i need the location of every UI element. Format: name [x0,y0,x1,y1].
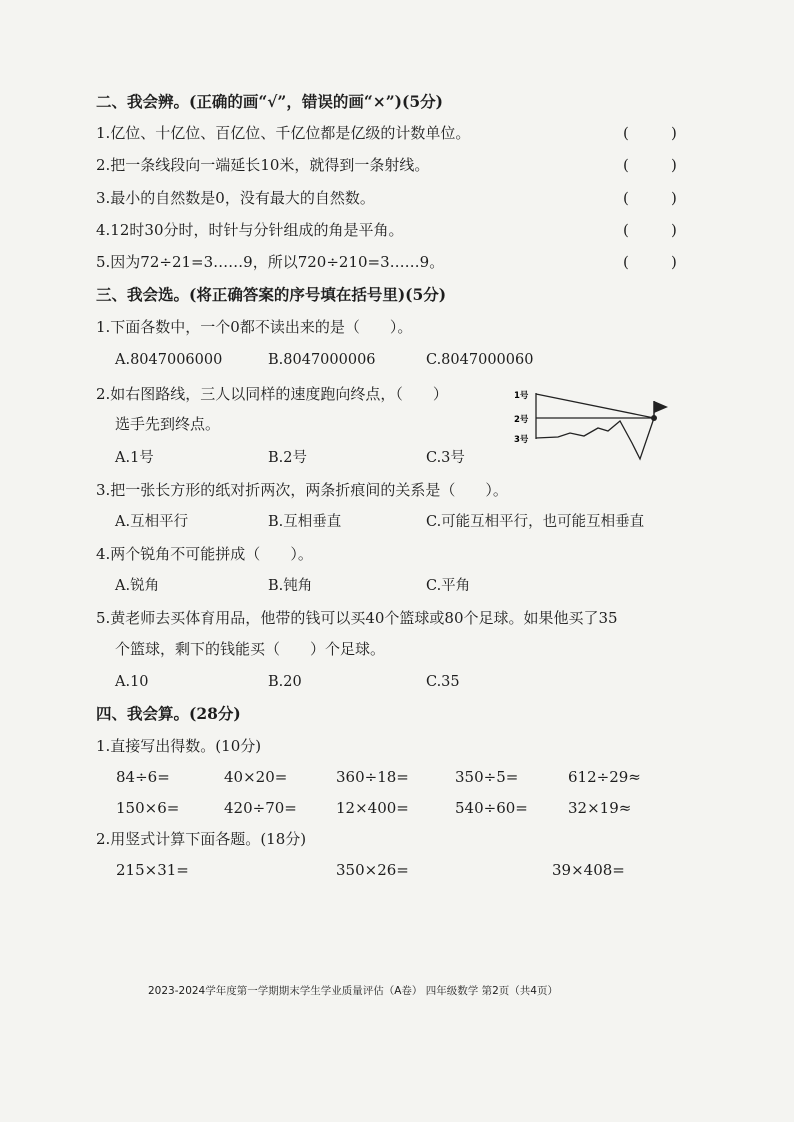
q1-option-b: B.8047000006 [268,352,376,368]
q5-option-a: A.10 [115,674,149,690]
calc-r1-c2: 40×20= [224,768,288,786]
judge-item-2: 2.把一条线段向一端延长10米，就得到一条射线。 [96,156,430,174]
q3-option-b: B.互相垂直 [268,514,342,530]
judge-item-4: 4.12时30分时，时针与分针组成的角是平角。 [96,221,404,239]
choice-q5-line1: 5.黄老师去买体育用品，他带的钱可以买40个篮球或80个足球。如果他买了35 [96,609,618,627]
q5-option-c: C.35 [426,674,460,690]
q2-option-c: C.3号 [426,450,465,466]
q4-option-c: C.平角 [426,578,471,594]
section4-sub1: 1.直接写出得数。(10分) [96,737,262,755]
exam-page: 二、我会辨。(正确的画“√”，错误的画“×”)(5分) 1.亿位、十亿位、百亿位、千亿位都是亿级的计数单位。 ( ) 2.把一条线段向一端延长10米，就得到一条射线。 ( ) 3.最小的自然数是0，没有最大的自然数。 ( ) 4.12时30分时，时针与分针组成的角是平角。 ( ) 5.因为72÷21=3……9，所以720÷210=3……9。 ( ) 三、我会选。(将正确答案的序号填在括号里)(5分) 1.下面各数中，一个0都不读出来的是（ ）。 A.8047006000 B.8047000006 C.8047000060 2.如右图路线，三人以同样的速度跑向终点，（ ） 选手先到终点。 A.1号 B.2号 C.3号 1号 2号 3号 3.把一张长方形的纸对折两次，两条折痕间的关系是（ ）。 A.互相平行 B.互相垂直 C.可能互相平行，也可能互相垂直 4.两个锐角不可能拼成（ ）。 A.锐角 B.钝角 C.平角 5.黄老师去买体育用品，他带的钱可以买40个篮球或80个足球。如果他买了35 个篮球，剩下的钱能买（ ）个足球。 A.10 B.20 C.35 四、我会算。(28分) 1.直接写出得数。(10分) 84÷6= 40×20= 360÷18= 350÷5= 612÷29≈ 150×6= 420÷70= 12×400= 540÷60= 32×19≈ 2.用竖式计算下面各题。(18分) 215×31= 350×26= 39×408= 2023-2024学年度第一学期期末学生学业质量评估（A卷） 四年级数学 第2页（共4页） [96,92,677,997]
flag-icon [654,401,668,413]
route-label-3: 3号 [514,435,529,445]
section3-title: 三、我会选。(将正确答案的序号填在括号里)(5分) [96,285,447,304]
calc-r1-c5: 612÷29≈ [568,768,641,786]
vertical-calc-1: 215×31= [116,861,189,879]
section2-title: 二、我会辨。(正确的画“√”，错误的画“×”)(5分) [96,92,443,111]
choice-q1: 1.下面各数中，一个0都不读出来的是（ ）。 [96,318,413,336]
calc-r2-c3: 12×400= [336,799,409,817]
calc-r1-c3: 360÷18= [336,768,409,786]
route-label-2: 2号 [514,415,529,425]
calc-r2-c5: 32×19≈ [568,799,632,817]
page-footer: 2023-2024学年度第一学期期末学生学业质量评估（A卷） 四年级数学 第2页（共4页） [148,985,558,997]
q1-option-c: C.8047000060 [426,352,534,368]
q1-option-a: A.8047006000 [115,352,223,368]
vertical-calc-3: 39×408= [552,861,625,879]
choice-q2-line1: 2.如右图路线，三人以同样的速度跑向终点，（ ） [96,385,448,403]
choice-q3: 3.把一张长方形的纸对折两次，两条折痕间的关系是（ ）。 [96,481,508,499]
q4-option-b: B.钝角 [268,578,313,594]
q2-option-a: A.1号 [115,450,154,466]
q3-option-a: A.互相平行 [115,514,189,530]
calc-r2-c1: 150×6= [116,799,180,817]
vertical-calc-2: 350×26= [336,861,409,879]
route-label-1: 1号 [514,391,529,401]
q2-option-b: B.2号 [268,450,307,466]
q3-option-c: C.可能互相平行，也可能互相垂直 [426,514,645,530]
calc-r1-c4: 350÷5= [455,768,519,786]
section4-sub2: 2.用竖式计算下面各题。(18分) [96,830,307,848]
choice-q2-line2: 选手先到终点。 [115,415,221,433]
judge-item-5: 5.因为72÷21=3……9，所以720÷210=3……9。 [96,253,445,271]
judge-item-3: 3.最小的自然数是0，没有最大的自然数。 [96,189,375,207]
route-figure [508,381,678,470]
judge-item-1: 1.亿位、十亿位、百亿位、千亿位都是亿级的计数单位。 [96,124,471,142]
choice-q4: 4.两个锐角不可能拼成（ ）。 [96,545,313,563]
choice-q5-line2: 个篮球，剩下的钱能买（ ）个足球。 [115,640,386,658]
q5-option-b: B.20 [268,674,302,690]
q4-option-a: A.锐角 [115,578,160,594]
calc-r2-c4: 540÷60= [455,799,528,817]
calc-r2-c2: 420÷70= [224,799,297,817]
route-3 [536,418,654,459]
route-1 [536,394,654,418]
section4-title: 四、我会算。(28分) [96,704,241,723]
calc-r1-c1: 84÷6= [116,768,170,786]
